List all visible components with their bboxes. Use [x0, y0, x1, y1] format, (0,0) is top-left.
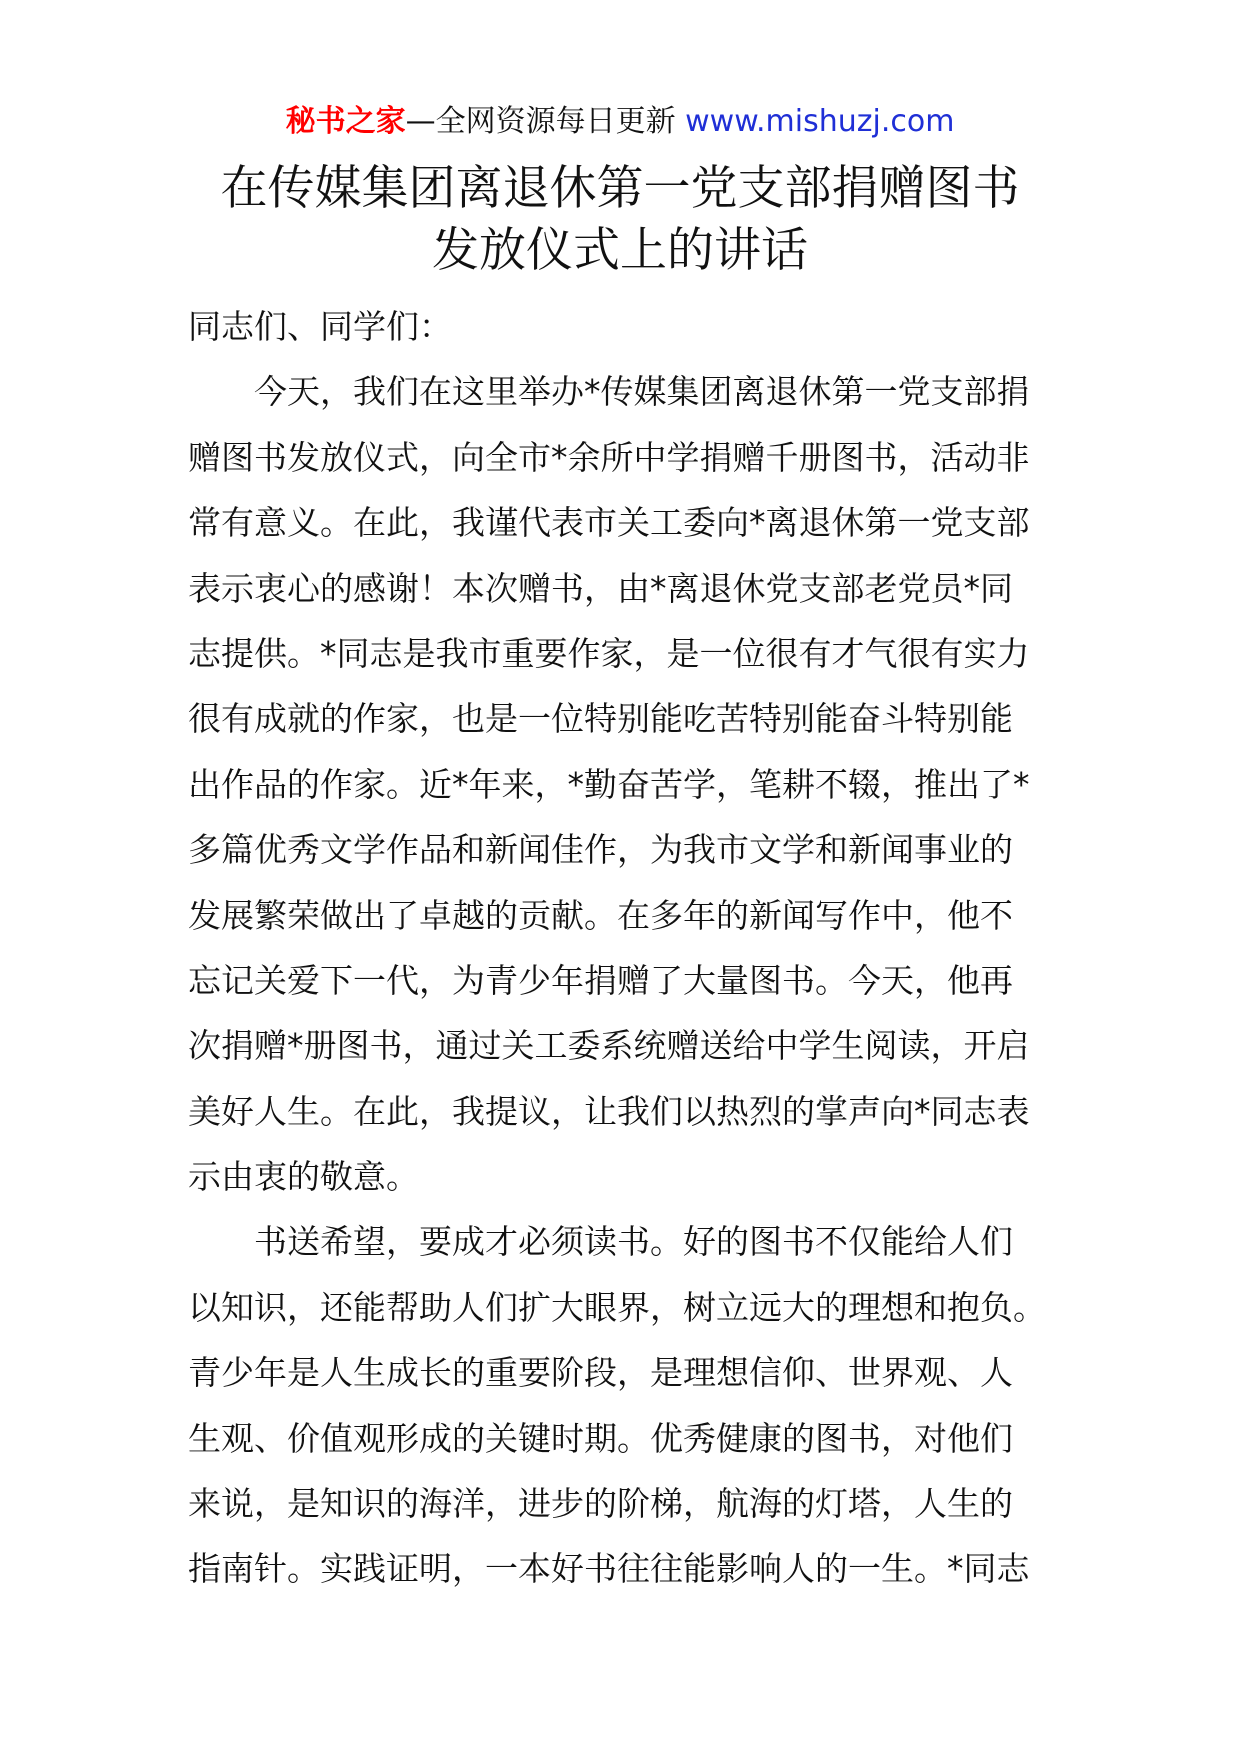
salutation: 同志们、同学们：: [188, 307, 452, 346]
paragraph-line: 赠图书发放仪式，向全市*余所中学捐赠千册图书，活动非: [188, 437, 1030, 477]
paragraph-line: 表示衷心的感谢！本次赠书，由*离退休党支部老党员*同: [188, 568, 1013, 608]
paragraph-line: 多篇优秀文学作品和新闻佳作，为我市文学和新闻事业的: [188, 830, 1013, 870]
paragraph-line: 常有意义。在此，我谨代表市关工委向*离退休第一党支部: [188, 503, 1030, 543]
paragraph-line: 美好人生。在此，我提议，让我们以热烈的掌声向*同志表: [188, 1091, 1030, 1131]
paragraph-1: [188, 359, 1048, 1209]
paragraph-line: 示由衷的敬意。: [188, 1157, 419, 1197]
title-line-2: 发放仪式上的讲话: [432, 223, 808, 278]
paragraph-line: 发展繁荣做出了卓越的贡献。在多年的新闻写作中，他不: [188, 895, 1013, 935]
document-title: [0, 158, 1240, 282]
paragraph-line: 以知识，还能帮助人们扩大眼界，树立远大的理想和抱负。: [188, 1287, 1046, 1327]
paragraph-line: 青少年是人生成长的重要阶段，是理想信仰、世界观、人: [188, 1353, 1013, 1393]
site-header: [0, 100, 1240, 144]
paragraph-line: 很有成就的作家，也是一位特别能吃苦特别能奋斗特别能: [188, 699, 1013, 739]
paragraph-line: 志提供。*同志是我市重要作家，是一位很有才气很有实力: [188, 633, 1030, 673]
title-line-1: 在传媒集团离退休第一党支部捐赠图书: [220, 161, 1020, 216]
speech-body: [188, 294, 1048, 1602]
header-slogan: —全网资源每日更新: [405, 104, 676, 139]
paragraph-line: 今天，我们在这里举办*传媒集团离退休第一党支部捐: [254, 372, 1030, 412]
site-url-link[interactable]: www.mishuzj.com: [685, 104, 955, 139]
paragraph-line: 次捐赠*册图书，通过关工委系统赠送给中学生阅读，开启: [188, 1026, 1030, 1066]
brand-name: 秘书之家: [285, 104, 406, 139]
paragraph-line: 指南针。实践证明，一本好书往往能影响人的一生。*同志: [188, 1549, 1030, 1589]
paragraph-line: 来说，是知识的海洋，进步的阶梯，航海的灯塔，人生的: [188, 1484, 1013, 1524]
paragraph-line: 生观、价值观形成的关键时期。优秀健康的图书，对他们: [188, 1418, 1013, 1458]
paragraph-line: 书送希望，要成才必须读书。好的图书不仅能给人们: [254, 1222, 1013, 1262]
paragraph-line: 出作品的作家。近*年来，*勤奋苦学，笔耕不辍，推出了*: [188, 764, 1030, 804]
paragraph-2: [188, 1209, 1048, 1601]
paragraph-line: 忘记关爱下一代，为青少年捐赠了大量图书。今天，他再: [188, 960, 1013, 1000]
